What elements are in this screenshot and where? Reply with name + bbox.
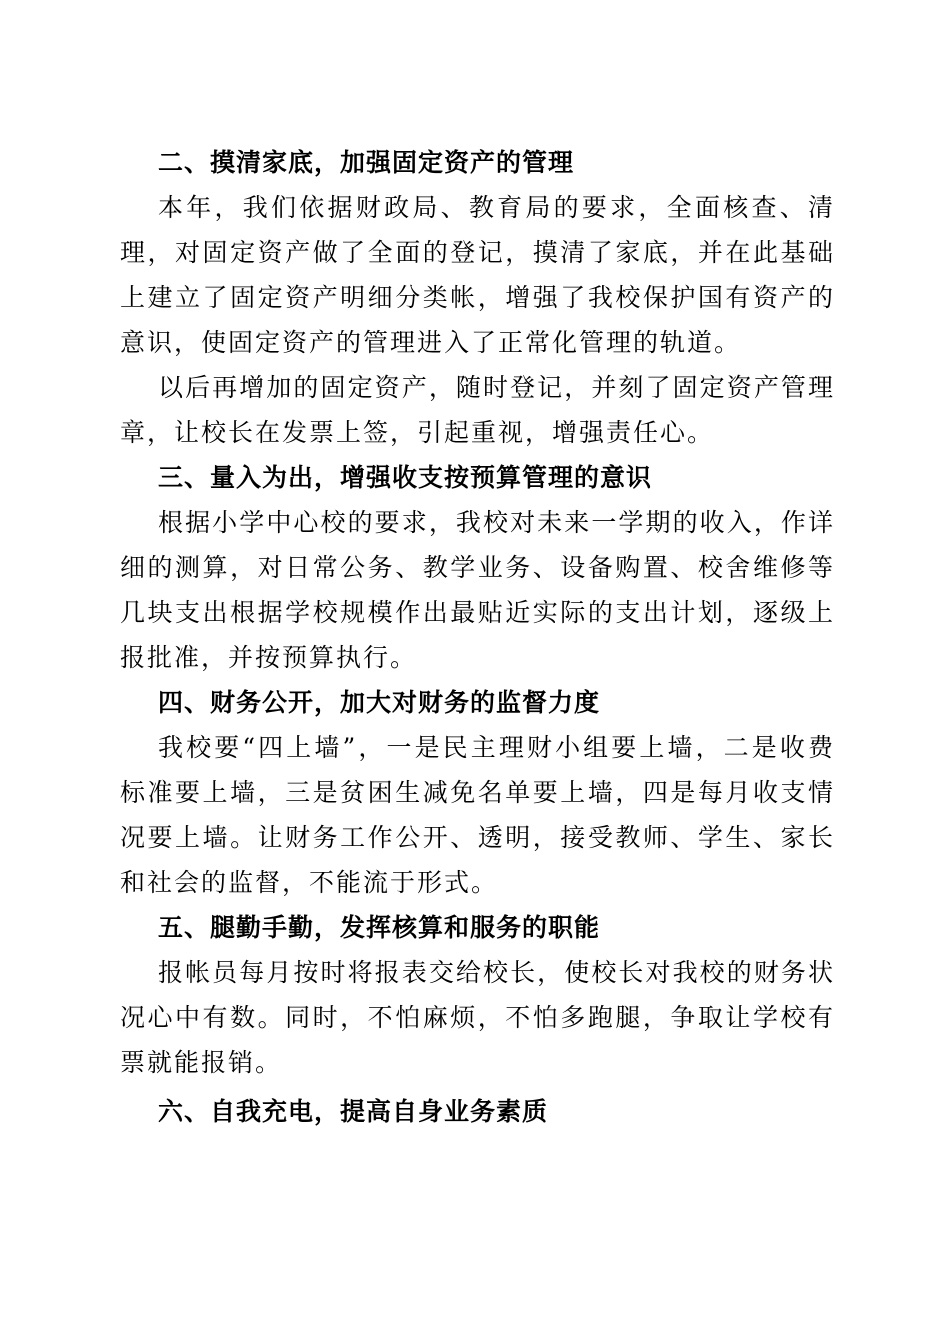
- section-paragraph: 本年，我们依据财政局、教育局的要求，全面核查、清理，对固定资产做了全面的登记，摸清了家底，并在此基础上建立了固定资产明细分类帐，增强了我校保护国有资产的意识，使固定资产的管理进入了正常化管理的轨道。: [120, 193, 835, 357]
- section-heading: 二、摸清家底，加强固定资产的管理: [158, 148, 575, 177]
- document-body: [120, 140, 835, 1134]
- section-heading: 六、自我充电，提高自身业务素质: [158, 1097, 549, 1126]
- section-paragraph: 根据小学中心校的要求，我校对未来一学期的收入，作详细的测算，对日常公务、教学业务、设备购置、校舍维修等几块支出根据学校规模作出最贴近实际的支出计划，逐级上报批准，并按预算执行。: [120, 508, 835, 672]
- section-heading: 四、财务公开，加大对财务的监督力度: [158, 688, 601, 717]
- section-paragraph: 报帐员每月按时将报表交给校长，使校长对我校的财务状况心中有数。同时，不怕麻烦，不怕多跑腿，争取让学校有票就能报销。: [120, 958, 835, 1077]
- section-paragraph: 以后再增加的固定资产，随时登记，并刻了固定资产管理章，让校长在发票上签，引起重视，增强责任心。: [120, 373, 835, 447]
- section-heading: 五、腿勤手勤，发挥核算和服务的职能: [158, 913, 601, 942]
- section-heading: 三、量入为出，增强收支按预算管理的意识: [158, 463, 653, 492]
- section-paragraph: 我校要“四上墙”，一是民主理财小组要上墙，二是收费标准要上墙，三是贫困生减免名单要上墙，四是每月收支情况要上墙。让财务工作公开、透明，接受教师、学生、家长和社会的监督，不能流于形式。: [120, 733, 835, 897]
